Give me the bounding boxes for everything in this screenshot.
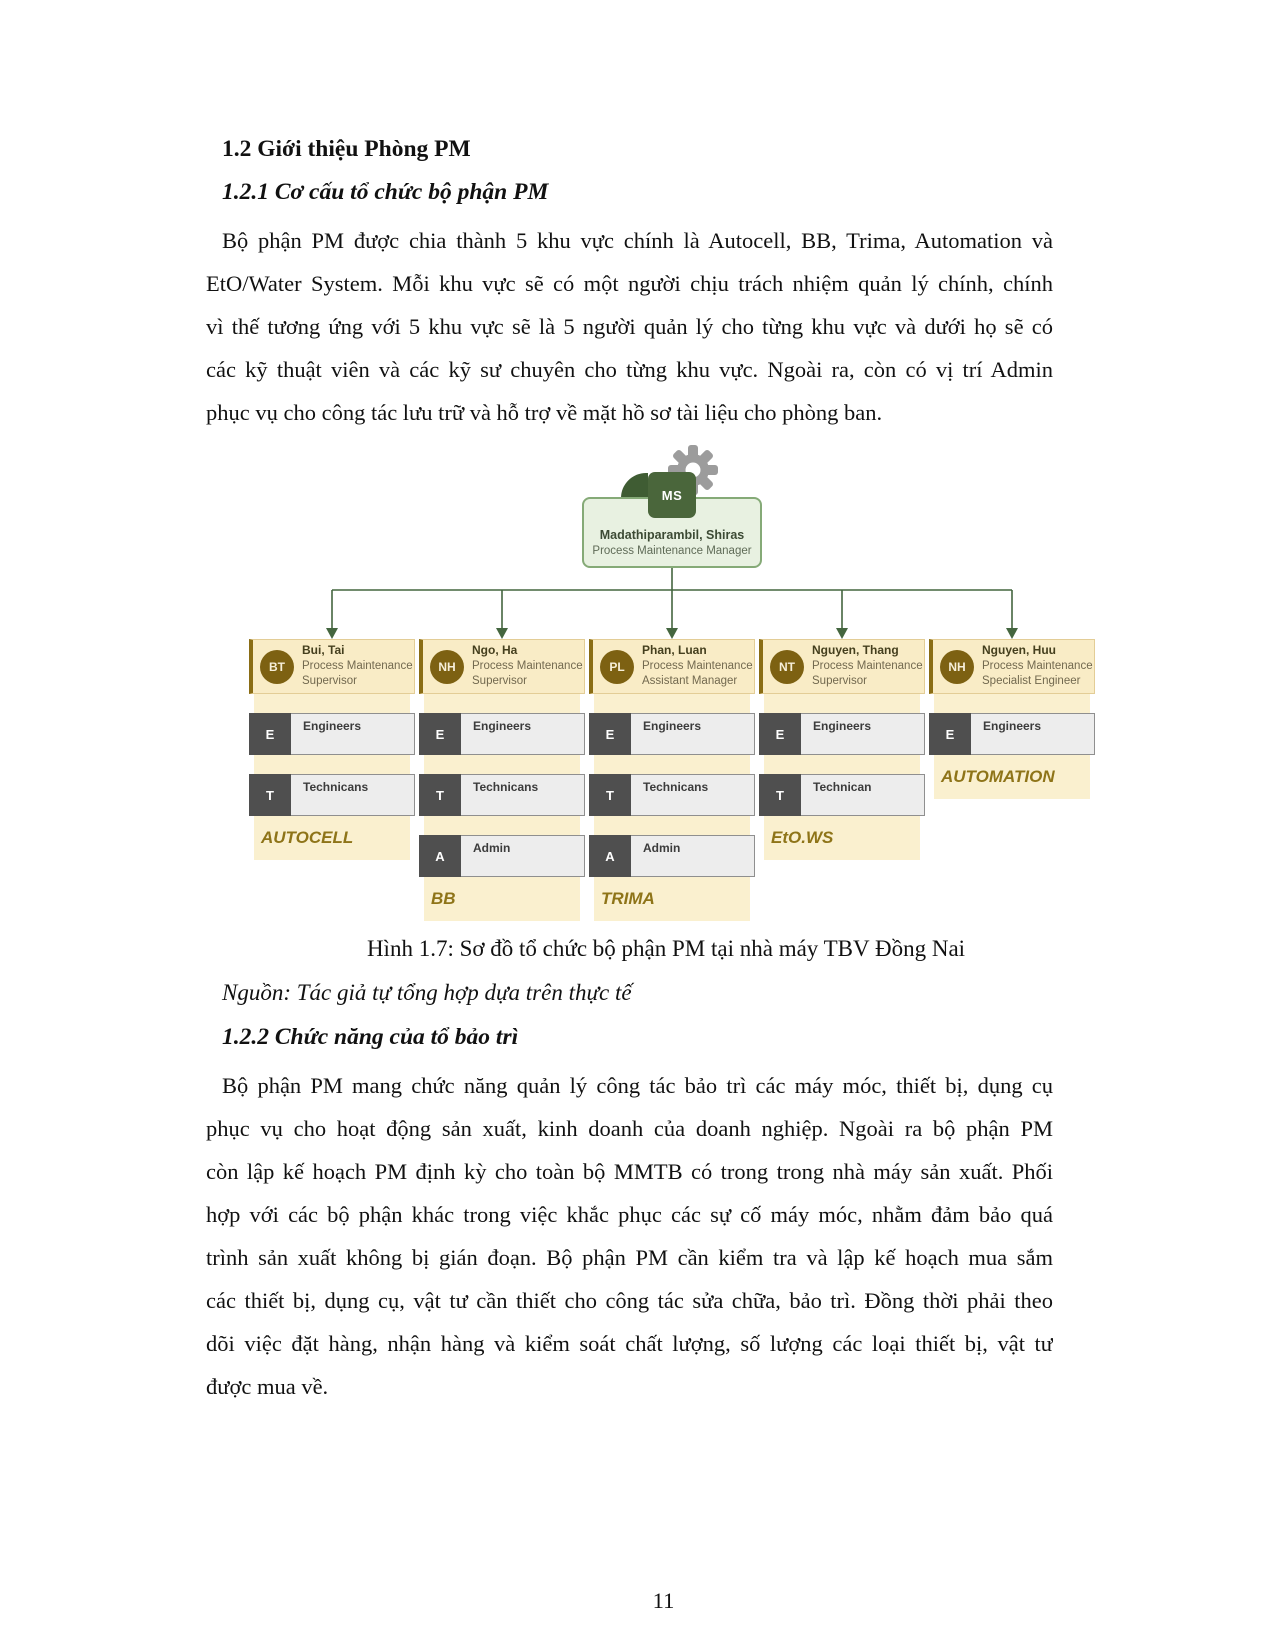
role-letter-badge: T bbox=[249, 774, 291, 816]
role-box bbox=[589, 774, 755, 816]
role-label: Technicans bbox=[643, 780, 709, 794]
section-heading: 1.2 Giới thiệu Phòng PM bbox=[222, 136, 471, 162]
supervisor-card bbox=[929, 639, 1095, 694]
supervisor-name: Ngo, Ha bbox=[472, 643, 518, 658]
paragraph-line: các kỹ thuật viên và các kỹ sư chuyên cho từng khu vực. Ngoài ra, còn có vị trí Admin bbox=[206, 357, 1053, 382]
paragraph-line: hợp với các bộ phận khác trong việc khắc phục các sự cố máy móc, nhằm đảm bảo quá bbox=[206, 1202, 1053, 1227]
paragraph-line: được mua về. bbox=[206, 1374, 329, 1399]
area-label: TRIMA bbox=[601, 889, 655, 908]
role-label: Engineers bbox=[303, 719, 362, 733]
role-label: Engineers bbox=[473, 719, 532, 733]
role-box bbox=[589, 835, 755, 877]
person-silhouette-icon bbox=[621, 473, 648, 498]
role-label: Engineers bbox=[983, 719, 1042, 733]
supervisor-name: Nguyen, Huu bbox=[982, 643, 1056, 658]
supervisor-text bbox=[642, 643, 754, 689]
paragraph-line: phục vụ cho hoạt động sản xuất, kinh doanh của doanh nghiệp. Ngoài ra bộ phận PM bbox=[206, 1116, 1053, 1141]
initials-badge: BT bbox=[260, 650, 294, 684]
area-label: EtO.WS bbox=[771, 828, 834, 847]
subsection-heading-121: 1.2.1 Cơ cấu tổ chức bộ phận PM bbox=[222, 179, 549, 205]
role-label: Engineers bbox=[813, 719, 872, 733]
area-label: AUTOCELL bbox=[261, 828, 354, 847]
paragraph-2 bbox=[206, 1064, 1053, 1408]
subsection-heading-122: 1.2.2 Chức năng của tổ bảo trì bbox=[222, 1024, 519, 1050]
role-box bbox=[249, 774, 415, 816]
role-box bbox=[249, 713, 415, 755]
role-letter-badge: E bbox=[249, 713, 291, 755]
paragraph-line: Bộ phận PM được chia thành 5 khu vực chính là Autocell, BB, Trima, Automation và bbox=[222, 228, 1053, 253]
manager-name: Madathiparambil, Shiras bbox=[599, 527, 745, 542]
initials-badge: NH bbox=[940, 650, 974, 684]
supervisor-title: Process Maintenance Supervisor bbox=[812, 660, 923, 688]
paragraph-line: phục vụ cho công tác lưu trữ và hỗ trợ về mặt hồ sơ tài liệu cho phòng ban. bbox=[206, 400, 883, 425]
supervisor-title: Process Maintenance Assistant Manager bbox=[642, 660, 753, 688]
role-label: Admin bbox=[643, 841, 681, 855]
role-letter-badge: A bbox=[419, 835, 461, 877]
role-letter-badge: E bbox=[419, 713, 461, 755]
role-letter-badge: T bbox=[419, 774, 461, 816]
supervisor-title: Process Maintenance Supervisor bbox=[302, 660, 413, 688]
manager-title: Process Maintenance Manager bbox=[592, 545, 752, 558]
supervisor-name: Phan, Luan bbox=[642, 643, 707, 658]
paragraph-line: các thiết bị, dụng cụ, vật tư cần thiết cho công tác sửa chữa, bảo trì. Đồng thời phải theo bbox=[206, 1288, 1053, 1313]
supervisor-card bbox=[589, 639, 755, 694]
role-label: Technicans bbox=[303, 780, 369, 794]
paragraph-1 bbox=[206, 219, 1053, 434]
role-box bbox=[419, 774, 585, 816]
initials-badge: NT bbox=[770, 650, 804, 684]
supervisor-name: Nguyen, Thang bbox=[812, 643, 899, 658]
area-label: BB bbox=[431, 889, 456, 908]
paragraph-line: còn lập kế hoạch PM định kỳ cho toàn bộ MMTB có trong trong nhà máy sản xuất. Phối bbox=[206, 1159, 1053, 1184]
paragraph-line: EtO/Water System. Mỗi khu vực sẽ có một người chịu trách nhiệm quản lý chính, chính bbox=[206, 271, 1053, 296]
role-box bbox=[419, 713, 585, 755]
supervisor-card bbox=[249, 639, 415, 694]
initials-badge: NH bbox=[430, 650, 464, 684]
figure-source: Nguồn: Tác giả tự tổng hợp dựa trên thực tế bbox=[222, 980, 632, 1005]
supervisor-text bbox=[472, 643, 584, 689]
manager-initials-badge: MS bbox=[648, 472, 696, 518]
role-label: Engineers bbox=[643, 719, 702, 733]
paragraph-line: vì thế tương ứng với 5 khu vực sẽ là 5 người quản lý cho từng khu vực và dưới họ sẽ có bbox=[206, 314, 1053, 339]
role-box bbox=[589, 713, 755, 755]
page-number: 11 bbox=[652, 1588, 675, 1613]
supervisor-title: Process Maintenance Supervisor bbox=[472, 660, 583, 688]
figure-caption: Hình 1.7: Sơ đồ tổ chức bộ phận PM tại nhà máy TBV Đồng Nai bbox=[366, 936, 966, 961]
role-letter-badge: T bbox=[759, 774, 801, 816]
supervisor-text bbox=[302, 643, 414, 689]
area-label: AUTOMATION bbox=[941, 767, 1055, 786]
role-box bbox=[759, 713, 925, 755]
supervisor-text bbox=[982, 643, 1094, 689]
role-label: Technicans bbox=[473, 780, 539, 794]
initials-badge: PL bbox=[600, 650, 634, 684]
role-letter-badge: T bbox=[589, 774, 631, 816]
supervisor-card bbox=[419, 639, 585, 694]
role-letter-badge: E bbox=[759, 713, 801, 755]
role-box bbox=[759, 774, 925, 816]
supervisor-card bbox=[759, 639, 925, 694]
paragraph-line: dõi việc đặt hàng, nhận hàng và kiểm soát chất lượng, số lượng các loại thiết bị, vật tư bbox=[206, 1331, 1053, 1356]
role-box bbox=[929, 713, 1095, 755]
supervisor-text bbox=[812, 643, 924, 689]
supervisor-title: Process Maintenance Specialist Engineer bbox=[982, 660, 1093, 688]
role-letter-badge: A bbox=[589, 835, 631, 877]
role-label: Admin bbox=[473, 841, 511, 855]
role-label: Technican bbox=[813, 780, 872, 794]
supervisor-name: Bui, Tai bbox=[302, 643, 345, 658]
role-letter-badge: E bbox=[589, 713, 631, 755]
role-letter-badge: E bbox=[929, 713, 971, 755]
paragraph-line: Bộ phận PM mang chức năng quản lý công tác bảo trì các máy móc, thiết bị, dụng cụ bbox=[222, 1073, 1053, 1098]
role-box bbox=[419, 835, 585, 877]
paragraph-line: trình sản xuất không bị gián đoạn. Bộ phận PM cần kiểm tra và lập kế hoạch mua sắm bbox=[206, 1245, 1053, 1270]
